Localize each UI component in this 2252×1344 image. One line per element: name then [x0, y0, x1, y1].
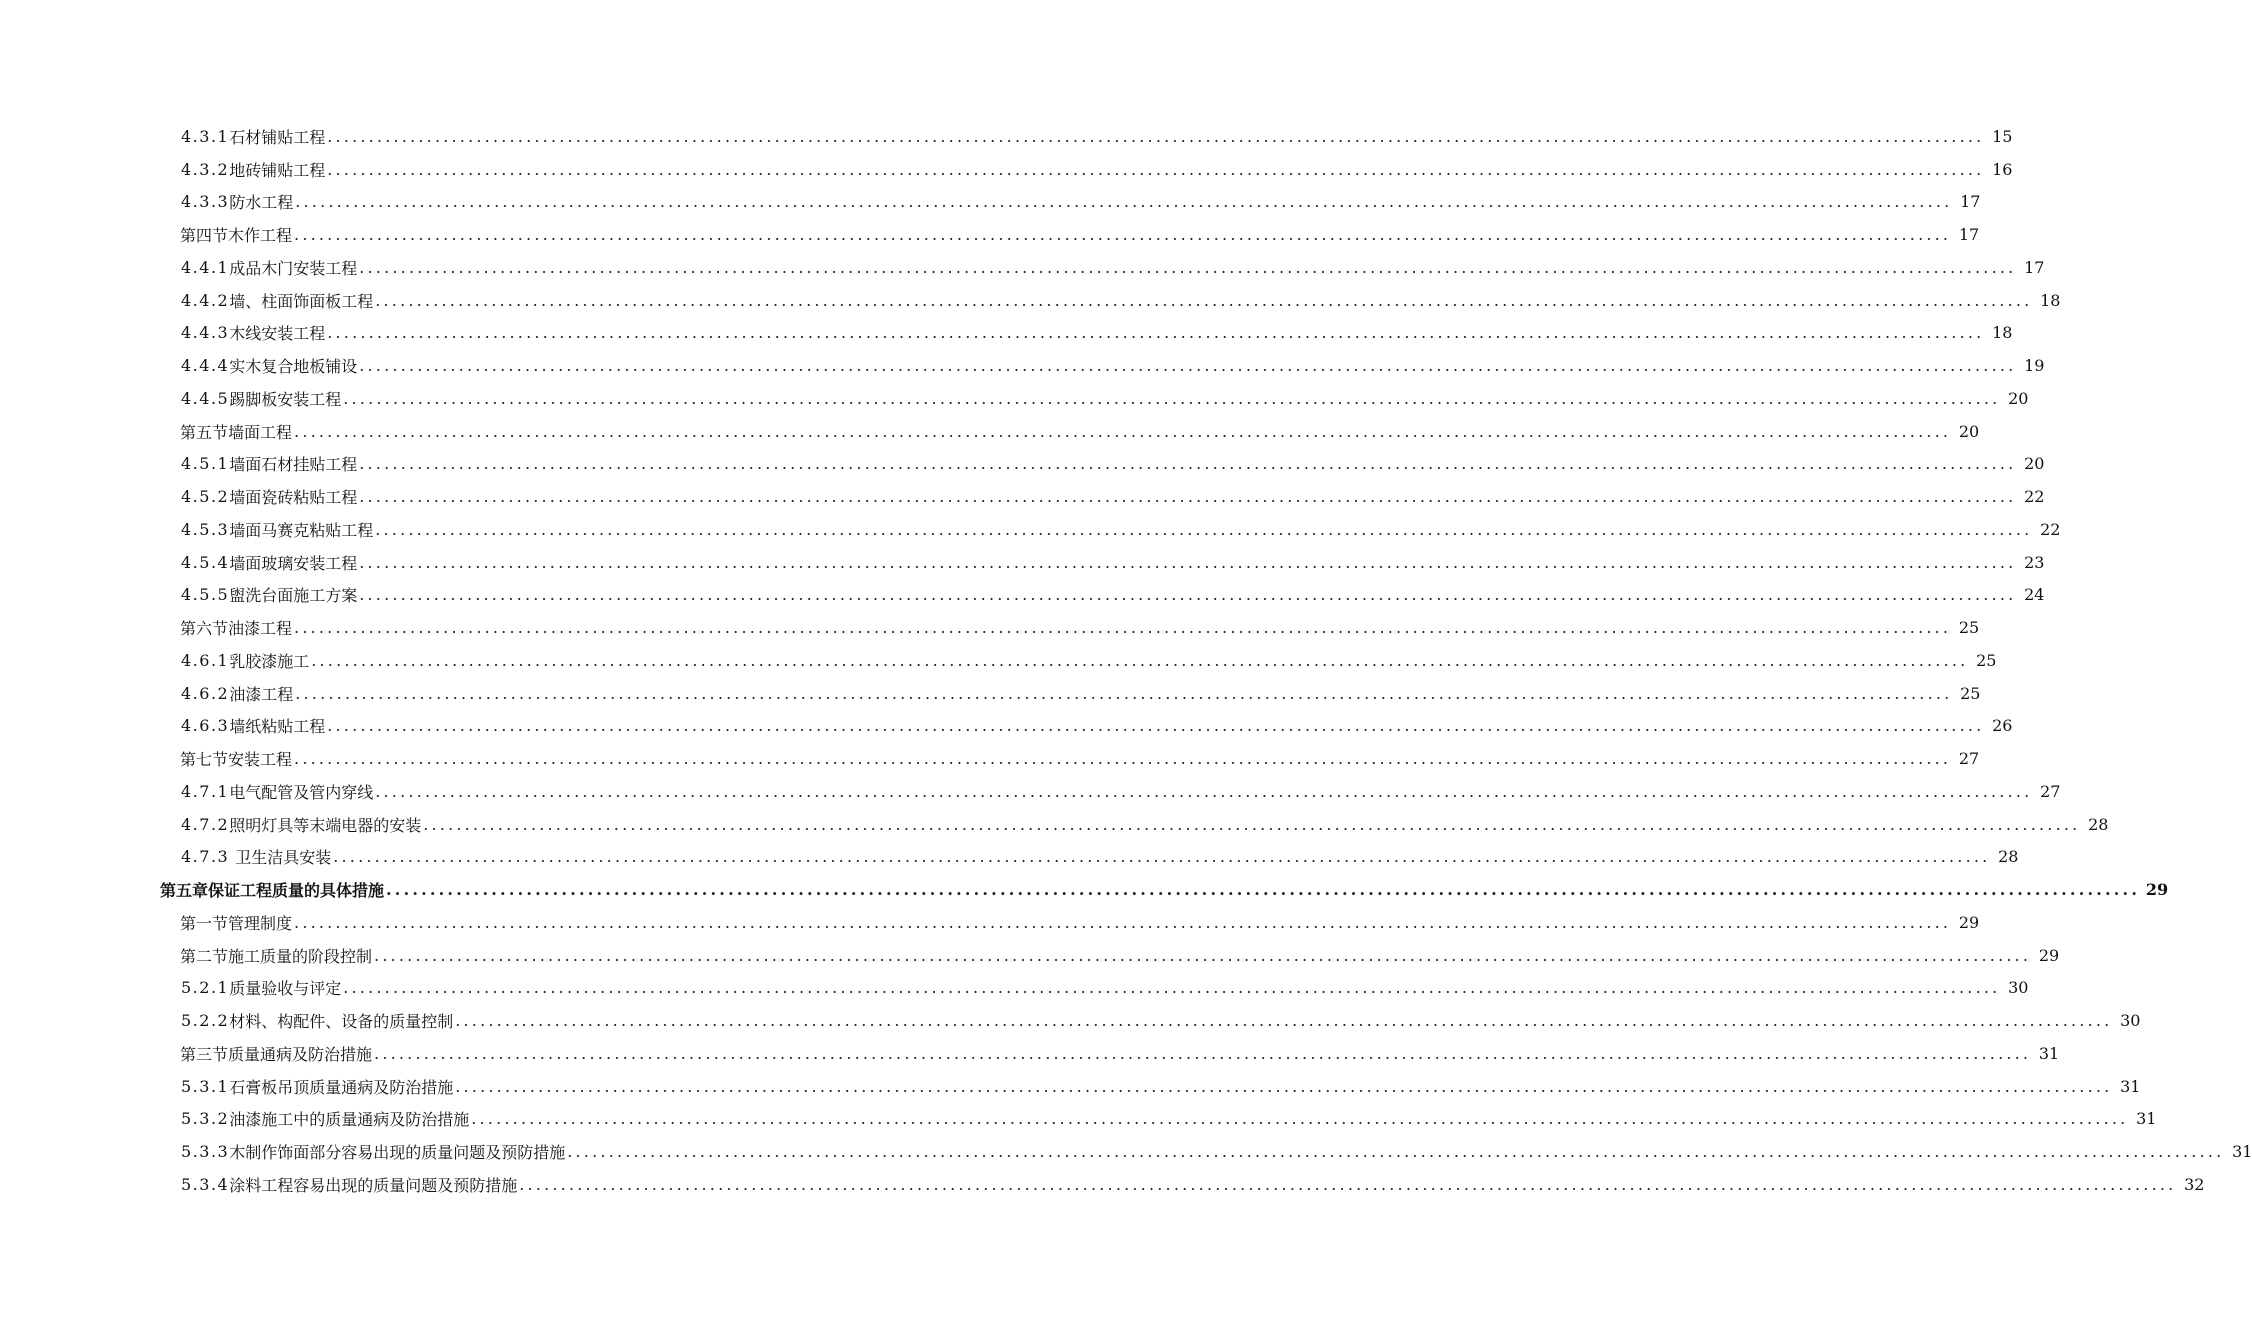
toc-entry-page-number: 25 — [1960, 683, 1981, 703]
toc-entry-title: 电气配管及管内穿线 — [229, 782, 374, 802]
toc-entry-number: 4.6.1 — [181, 650, 230, 670]
toc-dot-leader: ........................................................................................................................................................................................................ — [359, 487, 2017, 507]
toc-dot-leader: ........................................................................................................................................................................................................ — [455, 1011, 2113, 1031]
toc-entry-number: 4.6.3 — [181, 716, 230, 736]
toc-entry-title: 卫生洁具安装 — [235, 848, 332, 868]
toc-entry-page-number: 24 — [2024, 585, 2045, 605]
toc-entry-page-number: 20 — [2024, 454, 2045, 474]
toc-entry-number: 5.3.1 — [181, 1076, 230, 1096]
toc-entry[interactable] — [0, 677, 1981, 710]
toc-entry-number: 5.3.3 — [181, 1142, 230, 1162]
toc-entry-title: 施工质量的阶段控制 — [228, 946, 373, 966]
toc-entry-number: 4.5.4 — [181, 552, 230, 572]
toc-entry-title: 保证工程质量的具体措施 — [208, 881, 385, 901]
toc-dot-leader: ........................................................................................................................................................................................................ — [333, 847, 1991, 867]
toc-entry-title: 实木复合地板铺设 — [229, 357, 358, 377]
toc-dot-leader: ........................................................................................................................................................................................................ — [359, 257, 2017, 277]
toc-entry-title: 照明灯具等末端电器的安装 — [229, 815, 422, 835]
toc-dot-leader: ........................................................................................................................................................................................................ — [567, 1142, 2225, 1162]
toc-entry-title: 乳胶漆施工 — [229, 651, 310, 671]
toc-entry-number: 第五章 — [160, 881, 209, 901]
toc-entry-page-number: 23 — [2024, 552, 2045, 572]
toc-entry-title: 墙面马赛克粘贴工程 — [229, 520, 374, 540]
toc-entry-page-number: 27 — [1958, 749, 1980, 769]
toc-entry[interactable] — [0, 742, 1980, 775]
toc-dot-leader: ........................................................................................................................................................................................................ — [311, 650, 1969, 670]
toc-dot-leader: ........................................................................................................................................................................................................ — [359, 454, 2017, 474]
toc-entry-page-number: 28 — [2088, 814, 2109, 834]
toc-entry[interactable] — [0, 1135, 2252, 1168]
toc-entry-title: 质量验收与评定 — [229, 979, 342, 999]
toc-entry-number: 5.2.2 — [181, 1011, 230, 1031]
toc-entry-title: 油漆工程 — [229, 684, 294, 704]
toc-entry[interactable] — [0, 1037, 2060, 1070]
toc-dot-leader: ........................................................................................................................................................................................................ — [327, 126, 1985, 146]
toc-entry[interactable] — [0, 906, 1980, 939]
toc-entry-number: 第一节 — [180, 913, 229, 933]
toc-entry[interactable] — [0, 448, 2045, 481]
toc-entry[interactable] — [0, 808, 2109, 841]
toc-entry-title: 材料、构配件、设备的质量控制 — [229, 1012, 454, 1032]
toc-entry-page-number: 19 — [2024, 356, 2045, 376]
toc-entry-title: 踢脚板安装工程 — [229, 389, 342, 409]
toc-entry-number: 4.4.3 — [181, 323, 230, 343]
toc-dot-leader: ........................................................................................................................................................................................................ — [343, 978, 2001, 998]
toc-entry[interactable] — [0, 841, 2019, 874]
toc-entry[interactable] — [0, 579, 2045, 612]
toc-entry-title: 墙面工程 — [228, 422, 293, 442]
toc-entry-number: 4.7.3 — [181, 847, 230, 867]
toc-entry-page-number: 15 — [1992, 126, 2013, 146]
toc-dot-leader: ........................................................................................................................................................................................................ — [294, 421, 1952, 441]
toc-entry-page-number: 20 — [1958, 421, 1980, 441]
toc-entry[interactable] — [0, 1103, 2157, 1136]
toc-dot-leader: ........................................................................................................................................................................................................ — [359, 585, 2017, 605]
toc-entry-number: 4.5.2 — [181, 487, 230, 507]
toc-entry[interactable] — [0, 546, 2045, 579]
toc-entry-number: 5.2.1 — [181, 978, 230, 998]
toc-entry-page-number: 31 — [2038, 1043, 2060, 1063]
toc-entry[interactable] — [0, 153, 2013, 186]
toc-dot-leader: ........................................................................................................................................................................................................ — [294, 225, 1952, 245]
toc-entry-number: 4.7.1 — [181, 781, 230, 801]
toc-entry-number: 4.6.2 — [181, 683, 230, 703]
toc-entry-number: 第四节 — [180, 226, 229, 246]
toc-entry-page-number: 29 — [2145, 880, 2169, 900]
toc-entry-page-number: 32 — [2184, 1174, 2205, 1194]
toc-dot-leader: ........................................................................................................................................................................................................ — [386, 880, 2141, 900]
toc-dot-leader: ........................................................................................................................................................................................................ — [374, 1043, 2032, 1063]
toc-entry-page-number: 22 — [2024, 487, 2045, 507]
toc-entry-number: 4.3.3 — [181, 192, 230, 212]
toc-entry-title: 木制作饰面部分容易出现的质量问题及预防措施 — [229, 1143, 566, 1163]
toc-entry[interactable] — [0, 218, 1980, 251]
toc-entry[interactable] — [0, 480, 2045, 513]
toc-dot-leader: ........................................................................................................................................................................................................ — [455, 1076, 2113, 1096]
toc-entry-title: 墙面瓷砖粘贴工程 — [229, 488, 358, 508]
toc-entry[interactable] — [0, 382, 2029, 415]
toc-dot-leader: ........................................................................................................................................................................................................ — [374, 945, 2032, 965]
toc-entry-number: 4.4.4 — [181, 356, 230, 376]
toc-entry-page-number: 18 — [2040, 290, 2061, 310]
toc-entry-title: 油漆施工中的质量通病及防治措施 — [229, 1110, 470, 1130]
toc-dot-leader: ........................................................................................................................................................................................................ — [375, 290, 2033, 310]
toc-entry[interactable] — [0, 317, 2013, 350]
toc-entry[interactable] — [0, 513, 2061, 546]
toc-entry-page-number: 17 — [1958, 225, 1980, 245]
toc-entry-title: 安装工程 — [228, 750, 293, 770]
toc-entry-page-number: 26 — [1992, 716, 2013, 736]
toc-entry-title: 石膏板吊顶质量通病及防治措施 — [229, 1077, 454, 1097]
toc-entry[interactable] — [0, 972, 2029, 1005]
toc-entry[interactable] — [0, 611, 1980, 644]
toc-entry-title: 防水工程 — [229, 193, 294, 213]
table-of-contents — [0, 120, 2252, 1201]
toc-dot-leader: ........................................................................................................................................................................................................ — [327, 159, 1985, 179]
toc-entry-title: 墙面玻璃安装工程 — [229, 553, 358, 573]
toc-dot-leader: ........................................................................................................................................................................................................ — [295, 683, 1953, 703]
toc-entry-page-number: 25 — [1958, 618, 1980, 638]
toc-dot-leader: ........................................................................................................................................................................................................ — [471, 1109, 2129, 1129]
toc-dot-leader: ........................................................................................................................................................................................................ — [359, 356, 2017, 376]
toc-entry-number: 4.5.1 — [181, 454, 230, 474]
toc-entry[interactable] — [0, 349, 2045, 382]
toc-entry-page-number: 16 — [1992, 159, 2013, 179]
toc-entry-number: 第六节 — [180, 619, 229, 639]
toc-entry[interactable] — [0, 644, 1997, 677]
toc-entry[interactable] — [0, 710, 2013, 743]
toc-entry[interactable] — [0, 939, 2060, 972]
toc-entry[interactable] — [0, 1168, 2205, 1201]
toc-dot-leader: ........................................................................................................................................................................................................ — [423, 814, 2081, 834]
toc-dot-leader: ........................................................................................................................................................................................................ — [327, 716, 1985, 736]
toc-entry-page-number: 22 — [2040, 519, 2061, 539]
toc-entry-title: 管理制度 — [228, 913, 293, 933]
toc-dot-leader: ........................................................................................................................................................................................................ — [294, 912, 1952, 932]
toc-entry-number: 4.5.3 — [181, 519, 230, 539]
toc-entry-page-number: 17 — [1960, 192, 1981, 212]
toc-entry-title: 墙纸粘贴工程 — [229, 717, 326, 737]
toc-entry-number: 第三节 — [180, 1044, 229, 1064]
toc-entry-title: 木作工程 — [228, 226, 293, 246]
toc-dot-leader: ........................................................................................................................................................................................................ — [519, 1174, 2177, 1194]
toc-entry-number: 4.4.2 — [181, 290, 230, 310]
toc-entry-title: 墙面石材挂贴工程 — [229, 455, 358, 475]
toc-entry-page-number: 31 — [2136, 1109, 2157, 1129]
toc-entry-title: 质量通病及防治措施 — [228, 1044, 373, 1064]
toc-entry-page-number: 29 — [2038, 945, 2060, 965]
toc-dot-leader: ........................................................................................................................................................................................................ — [375, 519, 2033, 539]
toc-entry-number: 第五节 — [180, 422, 229, 442]
toc-entry-title: 墙、柱面饰面板工程 — [229, 291, 374, 311]
toc-entry-page-number: 31 — [2120, 1076, 2141, 1096]
toc-entry[interactable] — [0, 120, 2013, 153]
toc-entry[interactable] — [0, 873, 2169, 906]
toc-entry[interactable] — [0, 1004, 2141, 1037]
toc-entry-number: 5.3.4 — [181, 1174, 230, 1194]
toc-entry-page-number: 17 — [2024, 257, 2045, 277]
toc-entry-number: 4.7.2 — [181, 814, 230, 834]
toc-entry-page-number: 30 — [2008, 978, 2029, 998]
toc-entry-page-number: 29 — [1958, 912, 1980, 932]
toc-entry-number: 5.3.2 — [181, 1109, 230, 1129]
toc-entry[interactable] — [0, 186, 1981, 219]
toc-entry-page-number: 31 — [2232, 1142, 2252, 1162]
toc-entry-title: 石材铺贴工程 — [229, 127, 326, 147]
toc-entry-number: 第二节 — [180, 946, 229, 966]
toc-entry[interactable] — [0, 251, 2045, 284]
toc-entry-number: 4.3.2 — [181, 159, 230, 179]
toc-dot-leader: ........................................................................................................................................................................................................ — [375, 781, 2033, 801]
toc-entry-page-number: 20 — [2008, 388, 2029, 408]
toc-entry-title: 盥洗台面施工方案 — [229, 586, 358, 606]
toc-entry[interactable] — [0, 415, 1980, 448]
toc-dot-leader: ........................................................................................................................................................................................................ — [327, 323, 1985, 343]
toc-entry[interactable] — [0, 284, 2061, 317]
toc-entry-title: 涂料工程容易出现的质量问题及预防措施 — [229, 1175, 518, 1195]
toc-dot-leader: ........................................................................................................................................................................................................ — [359, 552, 2017, 572]
toc-entry-title: 地砖铺贴工程 — [229, 160, 326, 180]
toc-entry[interactable] — [0, 775, 2061, 808]
toc-entry[interactable] — [0, 1070, 2141, 1103]
toc-entry-title: 成品木门安装工程 — [229, 258, 358, 278]
toc-entry-page-number: 25 — [1976, 650, 1997, 670]
toc-entry-page-number: 27 — [2040, 781, 2061, 801]
toc-dot-leader: ........................................................................................................................................................................................................ — [294, 618, 1952, 638]
toc-entry-page-number: 18 — [1992, 323, 2013, 343]
toc-entry-page-number: 30 — [2120, 1011, 2141, 1031]
toc-entry-number: 4.5.5 — [181, 585, 230, 605]
toc-dot-leader: ........................................................................................................................................................................................................ — [295, 192, 1953, 212]
toc-dot-leader: ........................................................................................................................................................................................................ — [343, 388, 2001, 408]
toc-dot-leader: ........................................................................................................................................................................................................ — [294, 749, 1952, 769]
toc-entry-number: 第七节 — [180, 750, 229, 770]
toc-entry-title: 木线安装工程 — [229, 324, 326, 344]
toc-entry-page-number: 28 — [1998, 847, 2019, 867]
toc-entry-number: 4.4.5 — [181, 388, 230, 408]
toc-entry-number: 4.4.1 — [181, 257, 230, 277]
toc-entry-title: 油漆工程 — [228, 619, 293, 639]
toc-entry-number: 4.3.1 — [181, 126, 230, 146]
